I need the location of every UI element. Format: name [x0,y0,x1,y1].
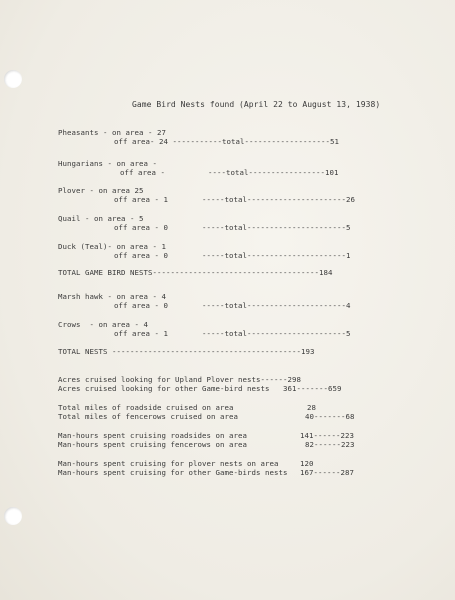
page-title: Game Bird Nests found (April 22 to August 13, 1938) [132,100,381,109]
acres-other: Acres cruised looking for other Game-bird nests 361-------659 [58,384,342,393]
duck-total: -----total----------------------1 [202,251,351,260]
crows-line-1: Crows - on area - 4 [58,320,148,329]
punch-hole-bottom [4,507,22,525]
fencerow-miles-label: Total miles of fencerows cruised on area [58,412,238,421]
crows-line-2: off area - 1 [114,329,168,338]
manhours-roadsides-value: 141------223 [300,431,354,440]
quail-line-2: off area - 0 [114,223,168,232]
plover-total: -----total----------------------26 [202,195,355,204]
manhours-plover-value: 120 [300,459,314,468]
manhours-fencerows-label: Man-hours spent cruising fencerows on area [58,440,247,449]
roadside-miles-value: 28 [307,403,316,412]
total-game-bird-nests: TOTAL GAME BIRD NESTS-------------------------------------184 [58,268,333,277]
manhours-other-value: 167------287 [300,468,354,477]
hungarians-line-1: Hungarians - on area - [58,159,157,168]
pheasants-line-1: Pheasants - on area - 27 [58,128,166,137]
duck-line-1: Duck (Teal)- on area - 1 [58,242,166,251]
marsh-hawk-total: -----total----------------------4 [202,301,351,310]
crows-total: -----total----------------------5 [202,329,351,338]
pheasants-line-2: off area- 24 -----------total-------------------51 [114,137,339,146]
quail-total: -----total----------------------5 [202,223,351,232]
manhours-plover-label: Man-hours spent cruising for plover nests on area [58,459,279,468]
marsh-hawk-line-1: Marsh hawk - on area - 4 [58,292,166,301]
marsh-hawk-line-2: off area - 0 [114,301,168,310]
plover-line-1: Plover - on area 25 [58,186,144,195]
plover-line-2: off area - 1 [114,195,168,204]
fencerow-miles-value: 40-------68 [305,412,355,421]
hungarians-total: ----total-----------------101 [208,168,339,177]
roadside-miles-label: Total miles of roadside cruised on area [58,403,234,412]
quail-line-1: Quail - on area - 5 [58,214,144,223]
manhours-other-label: Man-hours spent cruising for other Game-birds nests [58,468,288,477]
hungarians-line-2: off area - [120,168,165,177]
manhours-roadsides-label: Man-hours spent cruising roadsides on area [58,431,247,440]
duck-line-2: off area - 0 [114,251,168,260]
punch-hole-top [4,70,22,88]
total-nests: TOTAL NESTS ------------------------------------------193 [58,347,315,356]
acres-plover: Acres cruised looking for Upland Plover nests------298 [58,375,301,384]
manhours-fencerows-value: 82------223 [305,440,355,449]
